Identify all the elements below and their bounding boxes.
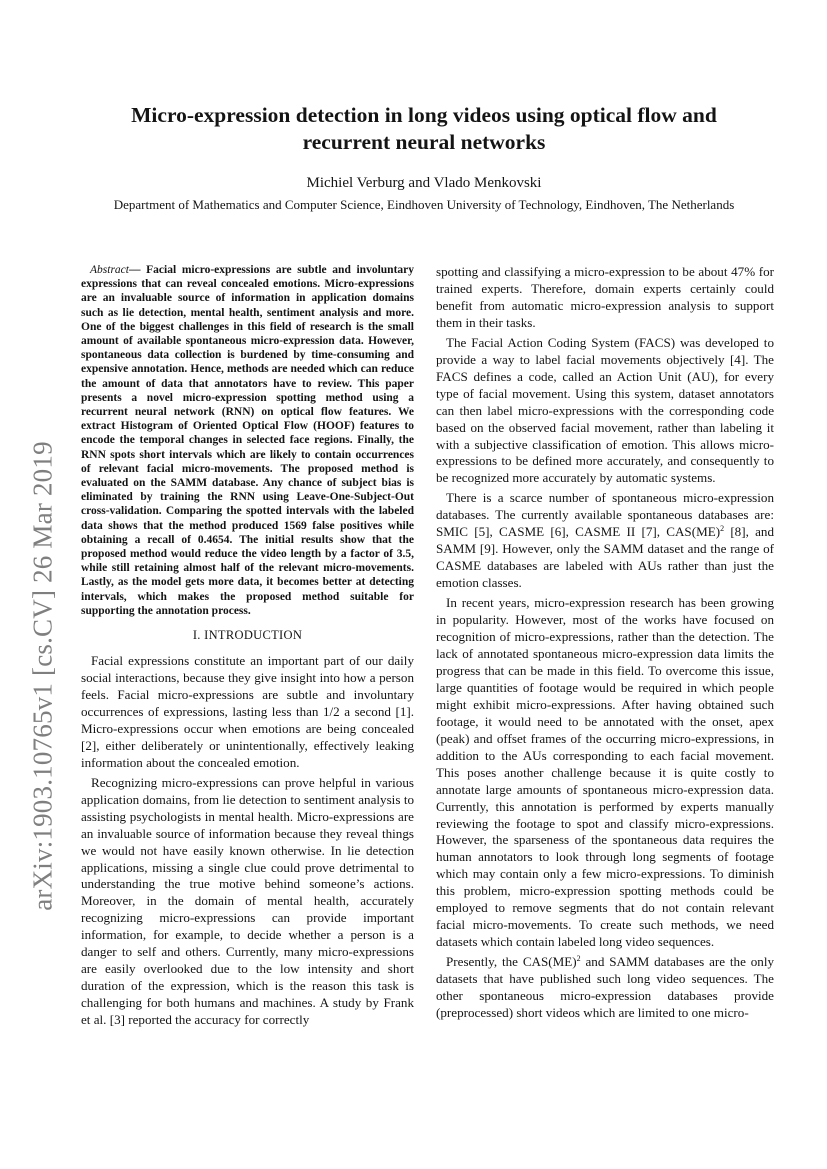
abstract-label: Abstract (90, 264, 129, 276)
presently-paragraph (436, 954, 774, 1022)
author-affiliation: Department of Mathematics and Computer Science, Eindhoven University of Technology, Eindhoven, The Netherlands (113, 197, 735, 212)
intro-paragraph-1: Facial expressions constitute an important part of our daily social interactions, because they give insight into how a person feels. Facial micro-expressions are subtle and involuntary occurrences of expressions, lasting less than 1/2 a second [1]. Micro-expressions occur when emotions are being concealed [2], either deliberately or unintentionally, effectively leaking information about the concealed emotion. (81, 653, 414, 770)
right-column (436, 264, 774, 1022)
databases-text-a: There is a scarce number of spontaneous micro-expression databases. The currently available spontaneous databases are: SMIC [5], CASME [6], CASME II [7], CAS(ME) (436, 490, 774, 540)
paper-authors: Michiel Verburg and Vlado Menkovski (306, 175, 542, 191)
intro-paragraph-2: Recognizing micro-expressions can prove helpful in various application domains, from lie detection to sentiment analysis to assisting psychologists in mental health. Micro-expressions are an invaluable source of information because they reveal things we would not have easily known otherwise. In lie detection applications, missing a single clue could prove detrimental to understanding the true motive behind someone’s actions. Moreover, in the domain of mental health, accurately recognizing micro-expressions can provide important information, for example, to decide whether a person is a danger to self and others. Currently, many micro-expressions are easily overlooked due to the low intensity and short duration of the expression, which is the reason this task is challenging for both humans and machines. A study by Frank et al. [3] reported the accuracy for correctly (81, 774, 414, 1028)
databases-paragraph (436, 490, 774, 592)
superscript: 2 (576, 954, 581, 964)
facs-paragraph: The Facial Action Coding System (FACS) was developed to provide a way to label facial movements objectively [4]. The FACS defines a code, called an Action Unit (AU), for every type of facial movement. Using this system, dataset annotators can then label micro-expressions with the corresponding code based on the observed facial movement, rather than labeling it with a subjective classification of emotion. This allows micro-expressions to be defined more accurately, and consequently to be recognized more accurately by automatic systems. (436, 334, 774, 486)
presently-text-a: Presently, the CAS(ME) (446, 954, 577, 970)
left-column (81, 263, 414, 1029)
presently-text-b: and SAMM databases are the only datasets that have published such long video sequences. The other spontaneous micro-expression databases provide (preprocessed) short videos which are limited to one micro- (436, 954, 775, 1020)
arxiv-identifier: arXiv:1903.10765v1 [cs.CV] 26 Mar 2019 (27, 441, 58, 911)
intro-paragraph-continued: spotting and classifying a micro-expression to be about 47% for trained experts. Therefore, domain experts certainly could benefit from automatic micro-expression analysis to support them in their tasks. (436, 264, 774, 330)
abstract: Abstract— Facial micro-expressions are subtle and involuntary expressions that can reveal concealed emotions. Micro-expressions are an invaluable source of information in application domains such as lie detection, mental health, sentiment analysis and more. One of the biggest challenges in this field of research is the small amount of available spontaneous micro-expression data. However, spontaneous data collection is burdened by time-consuming and expensive annotation. Hence, methods are needed which can reduce the amount of data that annotators have to review. This paper presents a novel micro-expression spotting method using a recurrent neural network (RNN) on optical flow features. We extract Histogram of Oriented Optical Flow (HOOF) features to encode the temporal changes in selected face regions. Finally, the RNN spots short intervals which are likely to contain occurrences of relevant facial micro-movements. The proposed method is evaluated on the SAMM database. Any chance of subject bias is eliminated by training the RNN using Leave-One-Subject-Out cross-validation. Comparing the spotted intervals with the labeled data shows that the method produced 1569 false positives while obtaining a recall of 0.4654. The initial results show that the proposed method would reduce the video length by a factor of 3.5, while still retaining almost half of the relevant micro-movements. Lastly, as the model gets more data, it becomes better at detecting intervals, which makes the proposed method suitable for supporting the annotation process. (81, 264, 414, 617)
databases-text-b: [8], and SAMM [9]. However, only the SAMM dataset and the range of CASME databases are labeled with AUs rather than just the emotion classes. (436, 524, 774, 591)
abstract-text: Facial micro-expressions are subtle and involuntary expressions that can reveal concealed emotions. Micro-expressions are an invaluable source of information in application domains such as lie detection, mental health, sentiment analysis and more. One of the biggest challenges in this field of research is the small amount of available spontaneous micro-expression data. However, spontaneous data collection is burdened by time-consuming and expensive annotation. Hence, methods are needed which can reduce the amount of data that annotators have to review. This paper presents a novel micro-expression spotting method using a recurrent neural network (RNN) on optical flow features. We extract Histogram of Oriented Optical Flow (HOOF) features to encode the temporal changes in selected face regions. Finally, the RNN spots short intervals which are likely to contain occurrences of relevant facial micro-movements. The proposed method is evaluated on the SAMM database. Any chance of subject bias is eliminated by training the RNN using Leave-One-Subject-Out cross-validation. Comparing the spotted intervals with the labeled data shows that the method produced 1569 false positives while obtaining a recall of 0.4654. The initial results show that the proposed method would reduce the video length by a factor of 3.5, while still retaining almost half of the relevant micro-movements. Lastly, as the model gets more data, it becomes better at detecting intervals, which makes the proposed method suitable for supporting the annotation process. (81, 264, 414, 617)
recent-research-paragraph: In recent years, micro-expression research has been growing in popularity. However, most of the works have focused on recognition of micro-expressions, rather than the detection. The lack of annotated spontaneous micro-expression data limits the progress that can be made in this field. To overcome this issue, large quantities of footage would be required in which people might exhibit micro-expressions. After having obtained such footage, it would need to be annotated with the onset, apex (peak) and offset frames of the occurring micro-expressions, in addition to the AUs corresponding to each facial movement. This poses another challenge because it is quite costly to annotate large amounts of spontaneous micro-expression data. Currently, this annotation is performed by experts manually reviewing the footage to spot and classify micro-expressions. However, the sparseness of the spontaneous data requires the human annotators to look through long segments of footage which may contain only a few micro-expressions. To diminish this problem, micro-expression spotting methods could be employed to remove segments that do not contain relevant facial micro-movements. To create such methods, we need datasets which contain labeled long video sequences. (436, 595, 774, 950)
superscript: 2 (720, 524, 725, 534)
paper-title: Micro-expression detection in long videos using optical flow and recurrent neural networks (131, 103, 717, 154)
section-heading-introduction: I. INTRODUCTION (192, 628, 303, 643)
